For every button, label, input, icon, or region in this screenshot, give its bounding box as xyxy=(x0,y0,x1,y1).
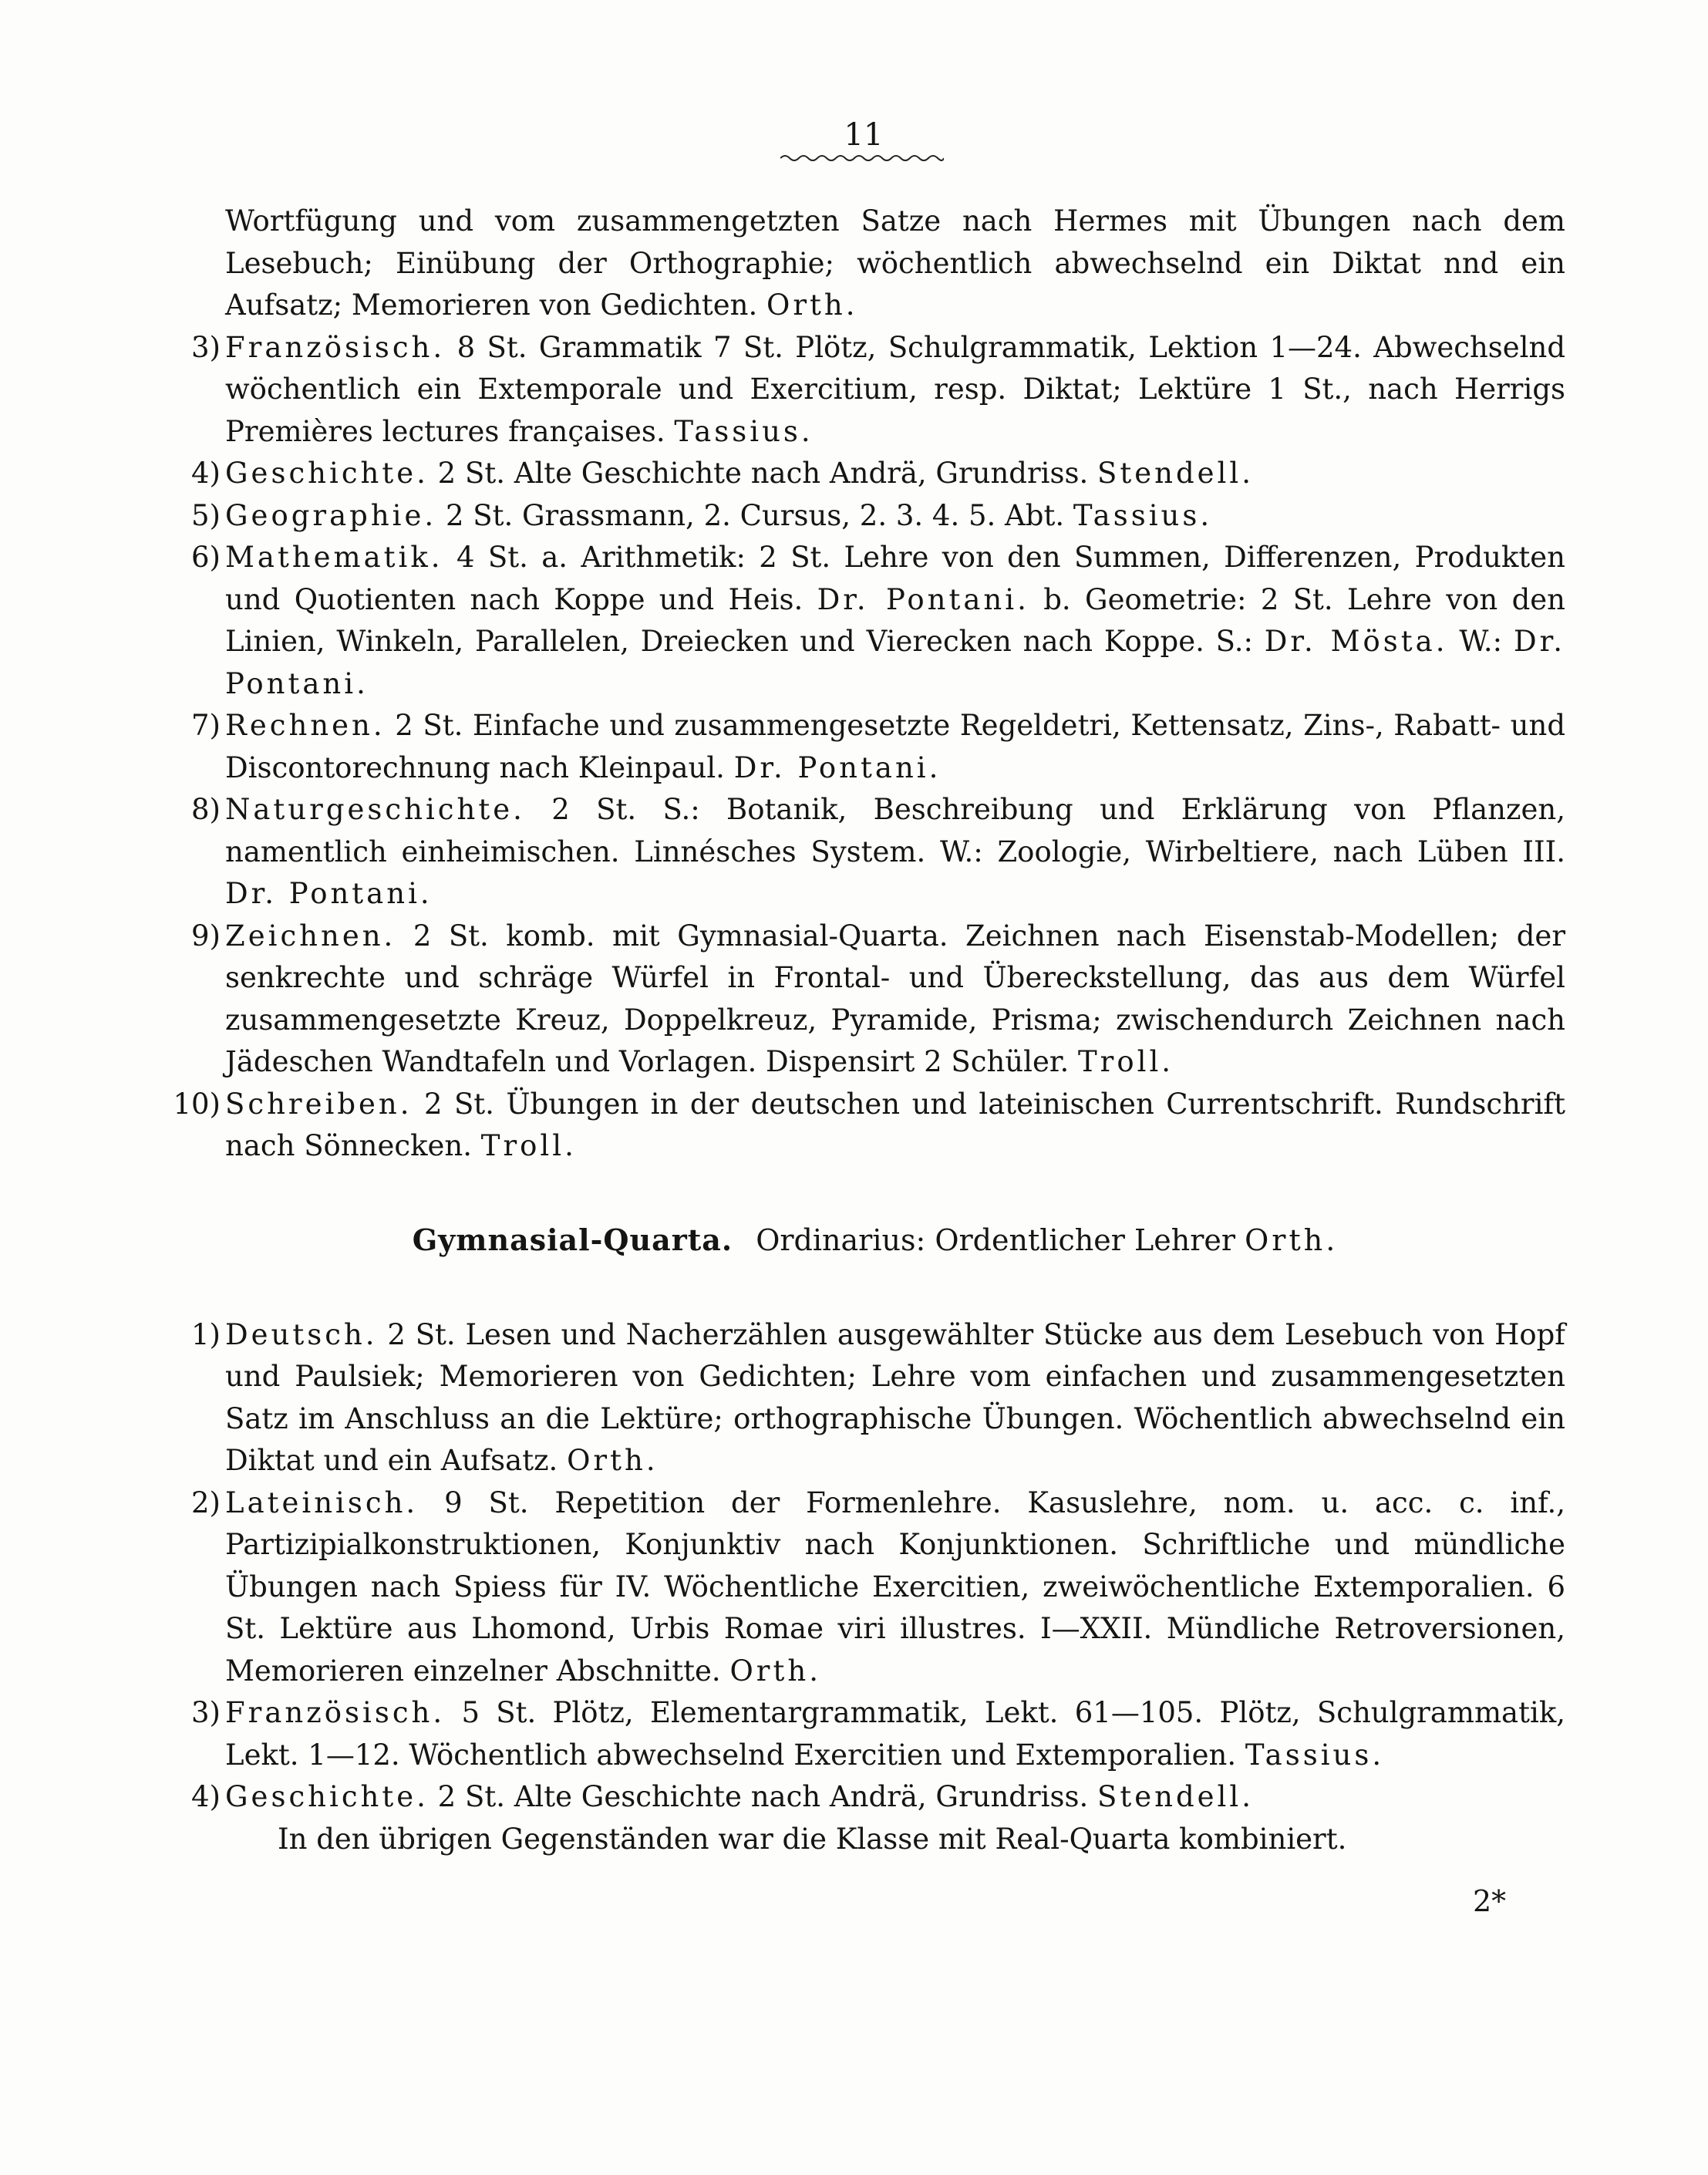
subject-name: Lateinisch. xyxy=(225,1485,419,1519)
item-text: 2 St. Alte Geschichte nach Andrä, Grundriss. xyxy=(437,457,1089,490)
signature-mark: 2* xyxy=(1473,1884,1507,1918)
item-text: 8 St. Grammatik 7 St. Plötz, Schulgrammatik, Lektion 1—24. Abwechselnd wöchentlich ein Extemporale und Exercitium, resp. Diktat; Lektüre 1 St., nach Herrigs Premières lectures françaises. xyxy=(225,330,1566,448)
teacher-name: Dr. Mösta. xyxy=(1264,625,1448,658)
teacher-name: Stendell. xyxy=(1097,457,1254,490)
teacher-name: Tassius. xyxy=(1073,498,1213,532)
item-number: 5) xyxy=(191,498,221,532)
list-item xyxy=(154,789,1565,916)
teacher-name: Dr. Pontani. xyxy=(817,582,1029,616)
ordinarius-name: Orth. xyxy=(1245,1222,1339,1257)
list-item xyxy=(154,327,1565,454)
section-heading xyxy=(154,1219,1565,1262)
teacher-name: Dr. Pontani. xyxy=(225,625,1565,700)
list-item xyxy=(154,705,1565,789)
item-text: W.: xyxy=(1459,625,1503,658)
item-number: 9) xyxy=(191,919,221,953)
subject-name: Geschichte. xyxy=(225,457,429,490)
wavy-rule-ornament xyxy=(780,153,944,164)
item-number: 4) xyxy=(191,1780,221,1813)
subject-name: Schreiben. xyxy=(225,1087,413,1121)
item-text: b. Geometrie: 2 St. Lehre von den Linien, Winkeln, Parallelen, Dreiecken und Vierecken nach Koppe. S.: xyxy=(225,582,1566,658)
item-number: 2) xyxy=(191,1485,221,1519)
subject-name: Geschichte. xyxy=(225,1780,429,1813)
subject-name: Deutsch. xyxy=(225,1317,378,1351)
item-text: 2 St. Einfache und zusammengesetzte Regeldetri, Kettensatz, Zins-, Rabatt- und Discontorechnung nach Kleinpaul. xyxy=(225,709,1566,784)
ordinarius-label: Ordinarius: Ordentlicher Lehrer xyxy=(756,1222,1236,1257)
teacher-name: Orth. xyxy=(766,288,858,322)
item-number: 1) xyxy=(191,1317,221,1351)
item-text: 2 St. komb. mit Gymnasial-Quarta. Zeichnen nach Eisenstab-Modellen; der senkrechte und schräge Würfel in Frontal- und Übereckstellung, das aus dem Würfel zusammengesetzte Kreuz, Doppelkreuz, Pyramide, Prisma; zwischendurch Zeichnen nach Jädeschen Wandtafeln und Vorlagen. Dispensirt 2 Schüler. xyxy=(225,919,1566,1078)
list-item xyxy=(154,1692,1565,1776)
item-text: 4 St. a. Arithmetik: 2 St. Lehre von den Summen, Differenzen, Produkten und Quotienten nach Koppe und Heis. xyxy=(225,541,1565,616)
teacher-name: Tassius. xyxy=(674,414,814,448)
list-item xyxy=(154,1314,1565,1482)
item-text: 9 St. Repetition der Formenlehre. Kasuslehre, nom. u. acc. c. inf., Partizipialkonstruktionen, Konjunktiv nach Konjunktionen. Schriftliche und mündliche Übungen nach Spiess für IV. Wöchentliche Exercitien, zweiwöchentliche Extemporalien. 6 St. Lektüre aus Lhomond, Urbis Romae viri illustres. I—XXII. Mündliche Retroversionen, Memorieren einzelner Abschnitte. xyxy=(225,1485,1565,1688)
list-item xyxy=(154,537,1565,705)
subject-name: Rechnen. xyxy=(225,709,386,742)
list-item xyxy=(154,1084,1565,1168)
intro-paragraph xyxy=(154,201,1565,327)
item-text: 2 St. Übungen in der deutschen und lateinischen Currentschrift. Rundschrift nach Sönnecken. xyxy=(225,1087,1565,1162)
item-number: 4) xyxy=(191,457,221,490)
teacher-name: Orth. xyxy=(729,1654,821,1688)
subject-name: Mathematik. xyxy=(225,541,443,574)
subject-name: Geographie. xyxy=(225,498,437,532)
page-number: 11 xyxy=(844,117,884,153)
teacher-name: Dr. Pontani. xyxy=(733,750,942,784)
teacher-name: Stendell. xyxy=(1097,1780,1254,1813)
list-item xyxy=(154,916,1565,1084)
teacher-name: Troll. xyxy=(1078,1045,1174,1078)
item-number: 6) xyxy=(191,541,221,574)
item-number: 3) xyxy=(191,330,221,364)
item-text: 5 St. Plötz, Elementargrammatik, Lekt. 61—105. Plötz, Schulgrammatik, Lekt. 1—12. Wöchentlich abwechselnd Exercitien und Extemporalien. xyxy=(225,1696,1566,1772)
item-number: 10) xyxy=(173,1087,221,1121)
teacher-name: Orth. xyxy=(567,1444,659,1477)
list-item xyxy=(154,495,1565,538)
class-name: Gymnasial-Quarta. xyxy=(412,1222,733,1257)
subject-name: Französisch. xyxy=(225,330,446,364)
teacher-name: Tassius. xyxy=(1245,1738,1385,1772)
item-text: 2 St. Lesen und Nacherzählen ausgewählter Stücke aus dem Lesebuch von Hopf und Paulsiek; Memorieren von Gedichten; Lehre vom einfachen und zusammengesetzten Satz im Anschluss an die Lektüre; orthographische Übungen. Wöchentlich abwechselnd ein Diktat und ein Aufsatz. xyxy=(225,1317,1565,1477)
item-number: 8) xyxy=(191,793,221,826)
list-item xyxy=(154,1776,1565,1819)
intro-text: Wortfügung und vom zusammengetzten Satze nach Hermes mit Übungen nach dem Lesebuch; Einübung der Orthographie; wöchentlich abwechselnd ein Diktat nnd ein Aufsatz; Memorieren von Gedichten. xyxy=(225,204,1565,322)
list-item xyxy=(154,453,1565,495)
item-number: 3) xyxy=(191,1696,221,1729)
teacher-name: Dr. Pontani. xyxy=(225,877,433,910)
list-item xyxy=(154,1482,1565,1693)
body-text xyxy=(154,201,1565,1860)
closing-note: In den übrigen Gegenständen war die Klasse mit Real-Quarta kombiniert. xyxy=(278,1822,1347,1856)
item-number: 7) xyxy=(191,709,221,742)
item-text: 2 St. Alte Geschichte nach Andrä, Grundriss. xyxy=(437,1780,1089,1813)
teacher-name: Troll. xyxy=(480,1129,577,1162)
item-text: 2 St. Grassmann, 2. Cursus, 2. 3. 4. 5. Abt. xyxy=(445,498,1065,532)
subject-name: Naturgeschichte. xyxy=(225,793,525,826)
subject-name: Französisch. xyxy=(225,1696,446,1729)
subject-name: Zeichnen. xyxy=(225,919,396,953)
item-text: 2 St. S.: Botanik, Beschreibung und Erklärung von Pflanzen, namentlich einheimischen. Linnésches System. W.: Zoologie, Wirbeltiere, nach Lüben III. xyxy=(225,793,1565,868)
